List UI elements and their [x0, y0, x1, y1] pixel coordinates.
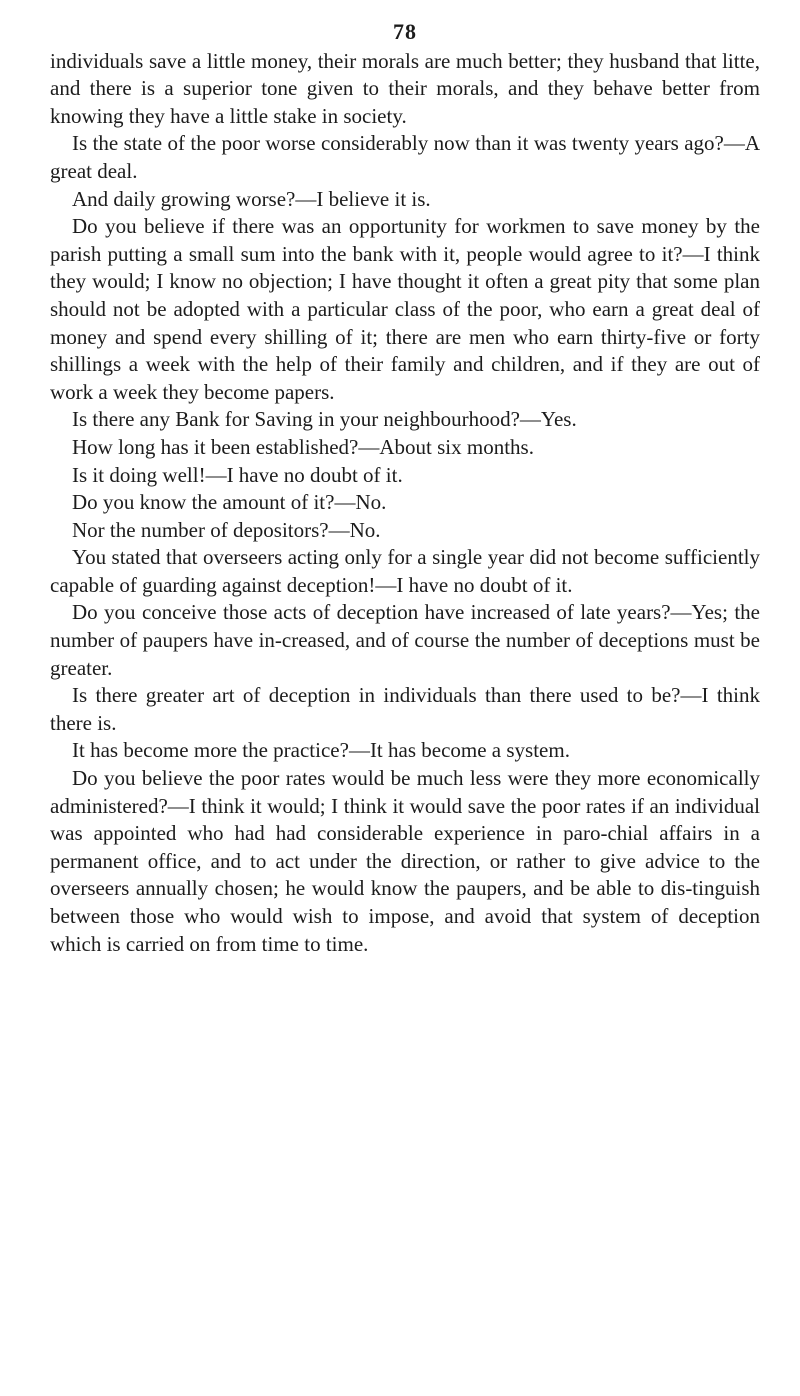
paragraph-question: Is there any Bank for Saving in your neighbourhood?—Yes.: [72, 407, 577, 432]
paragraph-question: Do you know the amount of it?—No.: [72, 490, 387, 515]
paragraph-question: Is it doing well!—I have no doubt of it.: [72, 462, 403, 487]
paragraph-question: Nor the number of depositors?—No.: [72, 517, 381, 542]
paragraph-continued: individuals save a little money, their morals are much better; they husband that litte, and there is a superior tone given to their morals, and they behave better from knowing they have a little stake in society.: [50, 48, 760, 128]
paragraph-question: And daily growing worse?—I believe it is.: [72, 186, 431, 211]
paragraph-question: Is the state of the poor worse considerably now than it was twenty years ago?—A great deal.: [50, 131, 760, 183]
document-page: [50, 18, 760, 958]
paragraph-question: Do you believe the poor rates would be much less were they more economically administered?—I think it would; I think it would save the poor rates if an individual was appointed who had had considerable experience in paro-chial affairs in a permanent office, and to act under the direction, or rather to give advice to the overseers annually chosen; he would know the paupers, and be able to dis-tinguish between those who would wish to impose, and avoid that system of deception which is carried on from time to time.: [50, 766, 760, 956]
paragraph-question: Is there greater art of deception in individuals than there used to be?—I think there is.: [50, 683, 760, 735]
paragraph-question: Do you believe if there was an opportunity for workmen to save money by the parish putting a small sum into the bank with it, people would agree to it?—I think they would; I know no objection; I have thought it often a great pity that some plan should not be adopted with a particular class of the poor, who earn a great deal of money and spend every shilling of it; there are men who earn thirty-five or forty shillings a week with the help of their family and children, and if they are out of work a week they become papers.: [50, 214, 760, 404]
page-number: 78: [393, 19, 417, 44]
paragraph-question: It has become more the practice?—It has become a system.: [72, 738, 570, 763]
paragraph-question: How long has it been established?—About six months.: [72, 434, 534, 459]
paragraph-question: You stated that overseers acting only for a single year did not become sufficiently capable of guarding against deception!—I have no doubt of it.: [50, 545, 760, 597]
paragraph-question: Do you conceive those acts of deception have increased of late years?—Yes; the number of paupers have in-creased, and of course the number of deceptions must be greater.: [50, 600, 760, 680]
